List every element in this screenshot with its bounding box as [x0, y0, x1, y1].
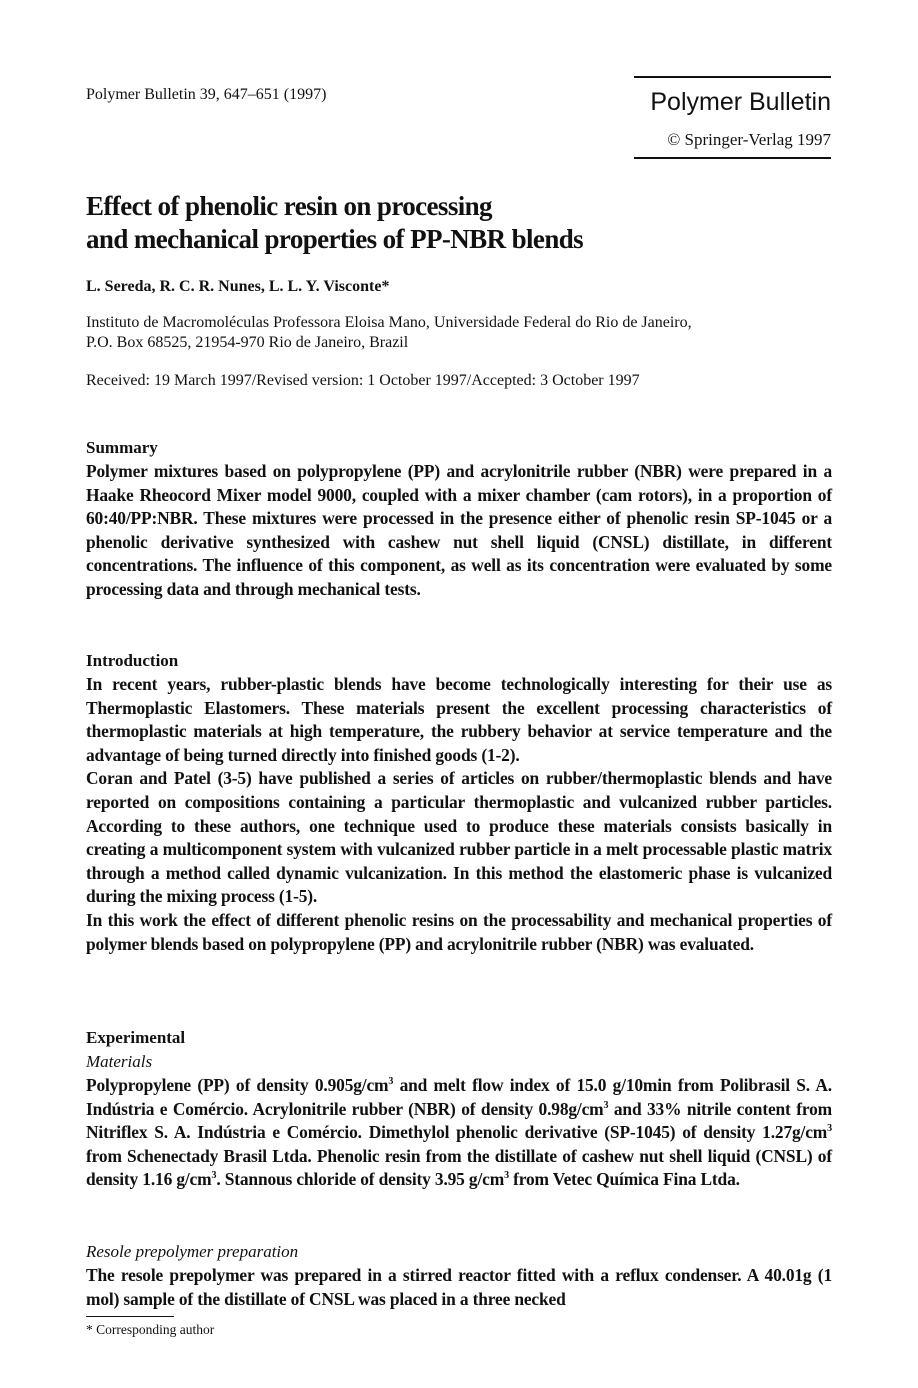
footnote-rule [86, 1316, 174, 1317]
materials-text: Polypropylene (PP) of density $0.905g/cm^3$ and melt flow index of 15.0 g/10min from Polibrasil S. A. Indústria e Comércio. Acrylonitrile rubber (NBR) of density $0.98g/cm^3$ and 33% nitrile content from Nitriflex S. A. Indústria e Comércio. Dimethylol phenolic derivative (SP-1045) of density $1.27g/cm^3$ from Schenectady Brasil Ltda. Phenolic resin from the distillate of cashew nut shell liquid (CNSL) of density 1.16 $g/cm^3$. Stannous chloride of density 3.95 $g/cm^3$ from Vetec Química Fina Ltda. [86, 1075, 832, 1190]
authors: L. Sereda, R. C. R. Nunes, L. L. Y. Visconte* [86, 278, 390, 295]
resole-text: The resole prepolymer was prepared in a stirred reactor fitted with a reflux condenser. A 40.01g (1 mol) sample of the distillate of CNSL was placed in a three necked [86, 1265, 832, 1309]
journal-top-rule [634, 76, 831, 78]
copyright: © Springer-Verlag 1997 [667, 130, 831, 149]
title-line-2: and mechanical properties of PP-NBR blends [86, 224, 584, 254]
introduction-paragraph-3: In this work the effect of different phenolic resins on the processability and mechanical properties of polymer blends based on polypropylene (PP) and acrylonitrile rubber (NBR) was evaluated. [86, 909, 832, 954]
introduction-paragraph-1: In recent years, rubber-plastic blends have become technologically interesting for their use as Thermoplastic Elastomers. These materials present the excellent processing characteristics of thermoplastic materials at high temperature, the rubbery behavior at service temperature and the advantage of being turned directly into finished goods (1-2). [86, 674, 832, 765]
experimental-heading: Experimental [86, 1028, 186, 1047]
received-dates: Received: 19 March 1997/Revised version: 1 October 1997/Accepted: 3 October 1997 [86, 372, 640, 389]
materials-heading: Materials [86, 1052, 153, 1071]
resole-section [86, 1240, 832, 1311]
experimental-section [86, 1026, 832, 1192]
summary-heading: Summary [86, 438, 158, 457]
resole-heading: Resole prepolymer preparation [86, 1242, 299, 1261]
journal-bottom-rule [634, 157, 831, 159]
summary-text: Polymer mixtures based on polypropylene (PP) and acrylonitrile rubber (NBR) were prepared in a Haake Rheocord Mixer model 9000, coupled with a mixer chamber (cam rotors), in a proportion of 60:40/PP:NBR. These mixtures were processed in the presence either of phenolic resin SP-1045 or a phenolic derivative synthesized with cashew nut shell liquid (CNSL) distillate, in different concentrations. The influence of this component, as well as its concentration were evaluated by some processing data and through mechanical tests. [86, 461, 832, 599]
title-line-1: Effect of phenolic resin on processing [86, 191, 492, 221]
affiliation [86, 313, 831, 353]
journal-name: Polymer Bulletin [650, 88, 831, 116]
journal-citation: Polymer Bulletin 39, 647–651 (1997) [86, 86, 327, 103]
article-title [86, 190, 846, 256]
introduction-paragraph-2: Coran and Patel (3-5) have published a series of articles on rubber/thermoplastic blends and have reported on compositions containing a particular thermoplastic and vulcanized rubber particles. According to these authors, one technique used to produce these materials consists basically in creating a multicomponent system with vulcanized rubber particle in a melt processable plastic matrix through a method called dynamic vulcanization. In this method the elastomeric phase is vulcanized during the mixing process (1-5). [86, 768, 832, 907]
introduction-section [86, 649, 832, 956]
introduction-text [86, 673, 832, 956]
footnote: * Corresponding author [86, 1322, 215, 1337]
affiliation-line-1: Instituto de Macromoléculas Professora Eloisa Mano, Universidade Federal do Rio de Janeiro, [86, 314, 692, 331]
affiliation-line-2: P.O. Box 68525, 21954-970 Rio de Janeiro, Brazil [86, 334, 409, 351]
introduction-heading: Introduction [86, 651, 179, 670]
summary-section [86, 436, 832, 602]
